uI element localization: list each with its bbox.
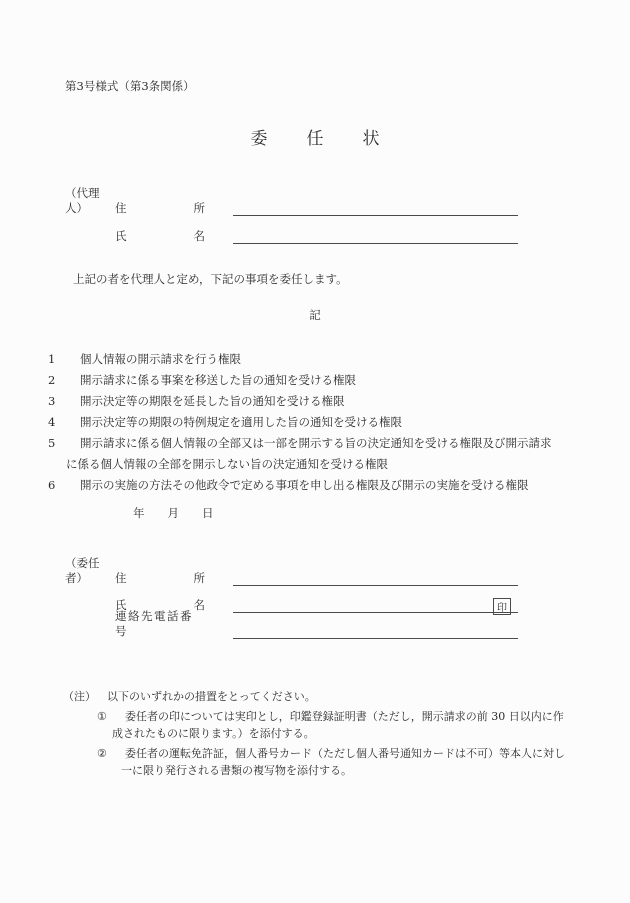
list-item-4: [48, 415, 402, 430]
list-item-2: [48, 373, 356, 388]
item-number: 4: [48, 415, 56, 429]
note-intro: 以下のいずれかの措置をとってください。: [107, 690, 316, 703]
item-number: 6: [48, 478, 56, 492]
grantor-name-field-line[interactable]: [233, 597, 518, 613]
proxy-name-row: [65, 228, 518, 244]
proxy-role-label: （代理人）: [65, 186, 100, 215]
grantor-phone-label: 連絡先電話番号: [115, 609, 193, 638]
proxy-name-label-char2: 名: [193, 229, 205, 243]
proxy-name-label: [115, 229, 205, 244]
proxy-address-row: [65, 186, 518, 216]
grantor-address-field-line[interactable]: [233, 570, 518, 586]
note-header: [63, 690, 316, 704]
grantor-address-label: [115, 571, 205, 586]
note-label: （注）: [63, 690, 96, 703]
item-number: 1: [48, 352, 56, 366]
grantor-address-label-char1: 住: [115, 571, 127, 585]
grantor-phone-field-line[interactable]: [233, 623, 518, 639]
item-text: 開示請求に係る個人情報の全部又は一部を開示する旨の決定通知を受ける権限及び開示請求: [80, 436, 552, 450]
note-point-2-line-2: 一に限り発行される書類の複写物を添付する。: [121, 764, 352, 777]
grantor-phone-row: [65, 609, 518, 639]
list-item-6: [48, 478, 529, 493]
proxy-address-label-char1: 住: [115, 201, 127, 215]
item-text: 開示の実施の方法その他政令で定める事項を申し出る権限及び開示の実施を受ける権限: [80, 478, 529, 492]
item-number: 5: [48, 436, 56, 450]
note-point-2: [97, 747, 565, 761]
document-title: 委 任 状: [250, 129, 391, 149]
ki-heading: 記: [309, 308, 321, 322]
seal-mark: 印: [497, 603, 507, 614]
grantor-address-label-char2: 所: [193, 571, 205, 585]
grantor-role-label: （委任者）: [65, 556, 100, 585]
item-text: 個人情報の開示請求を行う権限: [80, 352, 241, 366]
grantor-name-label-char1: 氏: [115, 598, 127, 612]
list-item-1: [48, 352, 241, 367]
note-point-2-line-1: 委任者の運転免許証，個人番号カード（ただし個人番号通知カードは不可）等本人に対し: [125, 747, 565, 760]
item-text: 開示請求に係る事案を移送した旨の通知を受ける権限: [80, 373, 356, 387]
note-point-1: [97, 710, 564, 724]
proxy-address-label: [115, 201, 205, 216]
proxy-name-label-char1: 氏: [115, 229, 127, 243]
note-point-2-number: ②: [97, 747, 107, 760]
grantor-address-row: [65, 556, 518, 586]
seal-box[interactable]: [493, 598, 511, 615]
item-text: 開示決定等の期限の特例規定を適用した旨の通知を受ける権限: [80, 415, 402, 429]
date-line: 年 月 日: [133, 506, 214, 520]
list-item-5-continuation: に係る個人情報の全部を開示しない旨の決定通知を受ける権限: [66, 457, 388, 471]
proxy-address-label-char2: 所: [193, 201, 205, 215]
item-number: 3: [48, 394, 56, 408]
delegation-statement: 上記の者を代理人と定め，下記の事項を委任します。: [73, 272, 348, 286]
grantor-name-label-char2: 名: [193, 598, 205, 612]
proxy-name-field-line[interactable]: [233, 228, 518, 244]
item-text: 開示決定等の期限を延長した旨の通知を受ける権限: [80, 394, 345, 408]
note-point-1-number: ①: [97, 710, 107, 723]
note-point-1-line-2: 成されたものに限ります。）を添付する。: [112, 727, 315, 740]
list-item-5: [48, 436, 552, 451]
form-number-label: 第3号様式（第3条関係）: [65, 79, 195, 93]
proxy-address-field-line[interactable]: [233, 200, 518, 216]
list-item-3: [48, 394, 345, 409]
note-point-1-line-1: 委任者の印については実印とし，印鑑登録証明書（ただし，開示請求の前 30 日以内に作: [125, 710, 564, 723]
item-number: 2: [48, 373, 56, 387]
